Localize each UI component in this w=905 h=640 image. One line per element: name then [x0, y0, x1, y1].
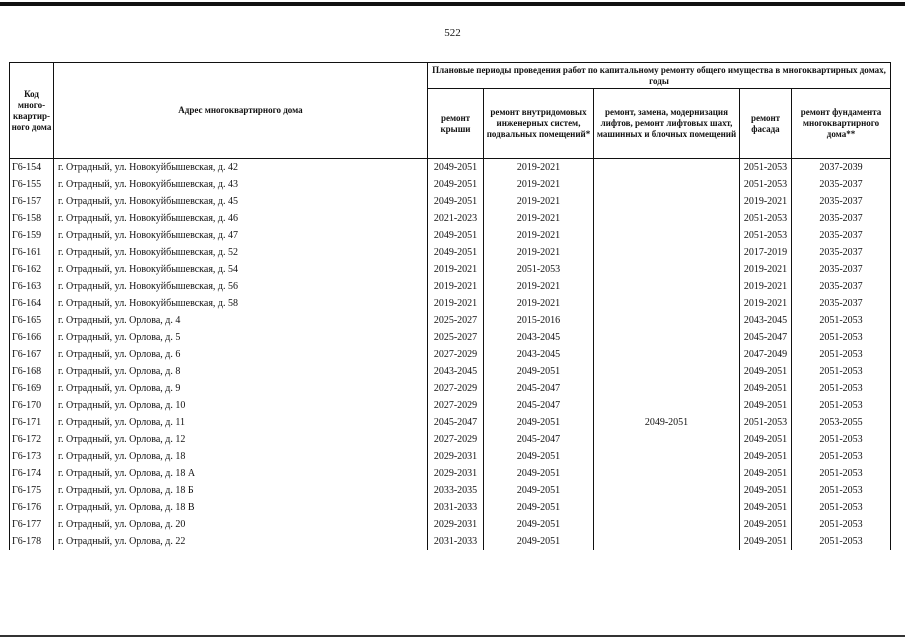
table-row — [10, 414, 891, 431]
cell-house-code: Г6-168 — [10, 363, 54, 380]
cell-house-code: Г6-171 — [10, 414, 54, 431]
cell-roof-period: 2031-2033 — [428, 533, 484, 550]
cell-engineering-period: 2019-2021 — [484, 278, 594, 295]
cell-engineering-period: 2049-2051 — [484, 448, 594, 465]
cell-engineering-period: 2019-2021 — [484, 193, 594, 210]
cell-house-code: Г6-175 — [10, 482, 54, 499]
cell-facade-period: 2051-2053 — [740, 227, 792, 244]
cell-address: г. Отрадный, ул. Орлова, д. 18 Б — [54, 482, 428, 499]
table-row — [10, 244, 891, 261]
cell-engineering-period: 2019-2021 — [484, 176, 594, 193]
cell-facade-period: 2049-2051 — [740, 380, 792, 397]
cell-address: г. Отрадный, ул. Новокуйбышевская, д. 45 — [54, 193, 428, 210]
table-body — [10, 159, 891, 551]
cell-roof-period: 2025-2027 — [428, 329, 484, 346]
cell-house-code: Г6-158 — [10, 210, 54, 227]
cell-address: г. Отрадный, ул. Новокуйбышевская, д. 47 — [54, 227, 428, 244]
repair-schedule-table — [9, 62, 891, 550]
cell-roof-period: 2029-2031 — [428, 448, 484, 465]
cell-engineering-period: 2045-2047 — [484, 431, 594, 448]
cell-facade-period: 2049-2051 — [740, 431, 792, 448]
cell-house-code: Г6-164 — [10, 295, 54, 312]
cell-address: г. Отрадный, ул. Орлова, д. 5 — [54, 329, 428, 346]
bottom-rule — [0, 635, 905, 637]
table-row — [10, 465, 891, 482]
cell-roof-period: 2019-2021 — [428, 295, 484, 312]
table-row — [10, 261, 891, 278]
cell-address: г. Отрадный, ул. Новокуйбышевская, д. 46 — [54, 210, 428, 227]
cell-roof-period: 2049-2051 — [428, 244, 484, 261]
cell-engineering-period: 2045-2047 — [484, 397, 594, 414]
cell-facade-period: 2049-2051 — [740, 516, 792, 533]
table-row — [10, 448, 891, 465]
cell-house-code: Г6-173 — [10, 448, 54, 465]
cell-elevator-period — [594, 431, 740, 448]
cell-facade-period: 2043-2045 — [740, 312, 792, 329]
table-row — [10, 431, 891, 448]
table-row — [10, 329, 891, 346]
cell-foundation-period: 2035-2037 — [792, 210, 891, 227]
cell-address: г. Отрадный, ул. Орлова, д. 18 В — [54, 499, 428, 516]
cell-roof-period: 2021-2023 — [428, 210, 484, 227]
cell-foundation-period: 2051-2053 — [792, 329, 891, 346]
cell-foundation-period: 2051-2053 — [792, 516, 891, 533]
cell-elevator-period — [594, 244, 740, 261]
cell-facade-period: 2049-2051 — [740, 465, 792, 482]
cell-house-code: Г6-174 — [10, 465, 54, 482]
cell-elevator-period — [594, 176, 740, 193]
cell-elevator-period — [594, 363, 740, 380]
page-number: 522 — [444, 27, 461, 39]
cell-roof-period: 2029-2031 — [428, 465, 484, 482]
cell-foundation-period: 2037-2039 — [792, 159, 891, 177]
cell-roof-period: 2025-2027 — [428, 312, 484, 329]
cell-engineering-period: 2049-2051 — [484, 499, 594, 516]
cell-engineering-period: 2049-2051 — [484, 533, 594, 550]
cell-engineering-period: 2019-2021 — [484, 210, 594, 227]
table-row — [10, 380, 891, 397]
cell-foundation-period: 2051-2053 — [792, 499, 891, 516]
cell-elevator-period — [594, 499, 740, 516]
table-row — [10, 482, 891, 499]
header-address: Адрес многоквартирного дома — [54, 63, 428, 159]
cell-roof-period: 2019-2021 — [428, 278, 484, 295]
cell-engineering-period: 2019-2021 — [484, 159, 594, 177]
cell-facade-period: 2019-2021 — [740, 295, 792, 312]
cell-elevator-period — [594, 278, 740, 295]
cell-facade-period: 2051-2053 — [740, 210, 792, 227]
cell-engineering-period: 2019-2021 — [484, 244, 594, 261]
cell-engineering-period: 2043-2045 — [484, 329, 594, 346]
cell-house-code: Г6-157 — [10, 193, 54, 210]
cell-elevator-period — [594, 312, 740, 329]
cell-foundation-period: 2035-2037 — [792, 261, 891, 278]
table-row — [10, 533, 891, 550]
cell-address: г. Отрадный, ул. Новокуйбышевская, д. 56 — [54, 278, 428, 295]
table-row — [10, 397, 891, 414]
cell-facade-period: 2019-2021 — [740, 193, 792, 210]
cell-engineering-period: 2019-2021 — [484, 295, 594, 312]
cell-foundation-period: 2051-2053 — [792, 465, 891, 482]
cell-engineering-period: 2049-2051 — [484, 516, 594, 533]
cell-foundation-period: 2051-2053 — [792, 533, 891, 550]
table-row — [10, 346, 891, 363]
cell-facade-period: 2019-2021 — [740, 261, 792, 278]
cell-house-code: Г6-165 — [10, 312, 54, 329]
table-row — [10, 516, 891, 533]
cell-facade-period: 2019-2021 — [740, 278, 792, 295]
cell-address: г. Отрадный, ул. Орлова, д. 10 — [54, 397, 428, 414]
cell-facade-period: 2051-2053 — [740, 176, 792, 193]
cell-elevator-period — [594, 448, 740, 465]
cell-facade-period: 2049-2051 — [740, 363, 792, 380]
table-row — [10, 278, 891, 295]
cell-engineering-period: 2049-2051 — [484, 482, 594, 499]
table-row — [10, 499, 891, 516]
cell-address: г. Отрадный, ул. Орлова, д. 22 — [54, 533, 428, 550]
header-house-code: Код много-квартир-ного дома — [10, 63, 54, 159]
cell-house-code: Г6-159 — [10, 227, 54, 244]
header-elevator-repair: ремонт, замена, модернизация лифтов, ремонт лифтовых шахт, машинных и блочных помещений — [594, 89, 740, 159]
table-row — [10, 227, 891, 244]
cell-address: г. Отрадный, ул. Новокуйбышевская, д. 54 — [54, 261, 428, 278]
cell-elevator-period — [594, 482, 740, 499]
cell-address: г. Отрадный, ул. Орлова, д. 9 — [54, 380, 428, 397]
cell-facade-period: 2049-2051 — [740, 482, 792, 499]
cell-foundation-period: 2051-2053 — [792, 397, 891, 414]
table-row — [10, 210, 891, 227]
cell-house-code: Г6-167 — [10, 346, 54, 363]
cell-foundation-period: 2035-2037 — [792, 176, 891, 193]
cell-roof-period: 2027-2029 — [428, 431, 484, 448]
table-row — [10, 193, 891, 210]
cell-foundation-period: 2051-2053 — [792, 380, 891, 397]
cell-house-code: Г6-178 — [10, 533, 54, 550]
cell-engineering-period: 2045-2047 — [484, 380, 594, 397]
cell-address: г. Отрадный, ул. Новокуйбышевская, д. 58 — [54, 295, 428, 312]
header-foundation-repair: ремонт фундамента многоквартирного дома** — [792, 89, 891, 159]
cell-engineering-period: 2049-2051 — [484, 414, 594, 431]
table-row — [10, 176, 891, 193]
cell-engineering-period: 2043-2045 — [484, 346, 594, 363]
cell-elevator-period — [594, 516, 740, 533]
cell-address: г. Отрадный, ул. Орлова, д. 12 — [54, 431, 428, 448]
cell-roof-period: 2019-2021 — [428, 261, 484, 278]
cell-facade-period: 2045-2047 — [740, 329, 792, 346]
cell-address: г. Отрадный, ул. Новокуйбышевская, д. 43 — [54, 176, 428, 193]
cell-engineering-period: 2015-2016 — [484, 312, 594, 329]
cell-address: г. Отрадный, ул. Орлова, д. 6 — [54, 346, 428, 363]
cell-roof-period: 2043-2045 — [428, 363, 484, 380]
table-row — [10, 363, 891, 380]
cell-foundation-period: 2051-2053 — [792, 363, 891, 380]
cell-elevator-period — [594, 295, 740, 312]
cell-foundation-period: 2035-2037 — [792, 278, 891, 295]
header-engineering-repair: ремонт внутридомовых инженерных систем, подвальных помещений* — [484, 89, 594, 159]
cell-elevator-period — [594, 227, 740, 244]
cell-elevator-period — [594, 346, 740, 363]
cell-facade-period: 2051-2053 — [740, 414, 792, 431]
cell-facade-period: 2051-2053 — [740, 159, 792, 177]
cell-house-code: Г6-166 — [10, 329, 54, 346]
cell-elevator-period — [594, 533, 740, 550]
cell-roof-period: 2033-2035 — [428, 482, 484, 499]
cell-address: г. Отрадный, ул. Новокуйбышевская, д. 42 — [54, 159, 428, 177]
cell-elevator-period — [594, 465, 740, 482]
cell-foundation-period: 2035-2037 — [792, 193, 891, 210]
cell-elevator-period — [594, 329, 740, 346]
cell-address: г. Отрадный, ул. Орлова, д. 4 — [54, 312, 428, 329]
cell-house-code: Г6-155 — [10, 176, 54, 193]
cell-facade-period: 2049-2051 — [740, 448, 792, 465]
cell-address: г. Отрадный, ул. Орлова, д. 8 — [54, 363, 428, 380]
cell-foundation-period: 2051-2053 — [792, 482, 891, 499]
header-roof-repair: ремонт крыши — [428, 89, 484, 159]
cell-engineering-period: 2051-2053 — [484, 261, 594, 278]
cell-elevator-period: 2049-2051 — [594, 414, 740, 431]
cell-foundation-period: 2035-2037 — [792, 244, 891, 261]
cell-roof-period: 2027-2029 — [428, 380, 484, 397]
cell-facade-period: 2049-2051 — [740, 533, 792, 550]
cell-house-code: Г6-161 — [10, 244, 54, 261]
cell-elevator-period — [594, 380, 740, 397]
cell-engineering-period: 2019-2021 — [484, 227, 594, 244]
cell-foundation-period: 2035-2037 — [792, 295, 891, 312]
cell-address: г. Отрадный, ул. Орлова, д. 20 — [54, 516, 428, 533]
cell-elevator-period — [594, 159, 740, 177]
cell-house-code: Г6-162 — [10, 261, 54, 278]
cell-address: г. Отрадный, ул. Орлова, д. 11 — [54, 414, 428, 431]
cell-address: г. Отрадный, ул. Новокуйбышевская, д. 52 — [54, 244, 428, 261]
table-row — [10, 295, 891, 312]
cell-facade-period: 2047-2049 — [740, 346, 792, 363]
cell-address: г. Отрадный, ул. Орлова, д. 18 А — [54, 465, 428, 482]
cell-house-code: Г6-170 — [10, 397, 54, 414]
header-facade-repair: ремонт фасада — [740, 89, 792, 159]
cell-elevator-period — [594, 193, 740, 210]
cell-foundation-period: 2053-2055 — [792, 414, 891, 431]
table-row — [10, 159, 891, 177]
cell-facade-period: 2017-2019 — [740, 244, 792, 261]
cell-foundation-period: 2051-2053 — [792, 346, 891, 363]
cell-roof-period: 2027-2029 — [428, 346, 484, 363]
cell-facade-period: 2049-2051 — [740, 499, 792, 516]
cell-foundation-period: 2051-2053 — [792, 431, 891, 448]
cell-roof-period: 2049-2051 — [428, 159, 484, 177]
cell-house-code: Г6-169 — [10, 380, 54, 397]
cell-roof-period: 2027-2029 — [428, 397, 484, 414]
cell-house-code: Г6-176 — [10, 499, 54, 516]
cell-roof-period: 2029-2031 — [428, 516, 484, 533]
cell-roof-period: 2031-2033 — [428, 499, 484, 516]
cell-elevator-period — [594, 261, 740, 278]
cell-roof-period: 2049-2051 — [428, 193, 484, 210]
cell-foundation-period: 2051-2053 — [792, 312, 891, 329]
cell-engineering-period: 2049-2051 — [484, 363, 594, 380]
cell-house-code: Г6-177 — [10, 516, 54, 533]
cell-elevator-period — [594, 397, 740, 414]
cell-house-code: Г6-172 — [10, 431, 54, 448]
cell-facade-period: 2049-2051 — [740, 397, 792, 414]
cell-roof-period: 2049-2051 — [428, 176, 484, 193]
cell-roof-period: 2045-2047 — [428, 414, 484, 431]
cell-foundation-period: 2051-2053 — [792, 448, 891, 465]
cell-foundation-period: 2035-2037 — [792, 227, 891, 244]
cell-address: г. Отрадный, ул. Орлова, д. 18 — [54, 448, 428, 465]
top-rule — [0, 2, 905, 6]
cell-house-code: Г6-163 — [10, 278, 54, 295]
cell-engineering-period: 2049-2051 — [484, 465, 594, 482]
table-row — [10, 312, 891, 329]
cell-roof-period: 2049-2051 — [428, 227, 484, 244]
cell-elevator-period — [594, 210, 740, 227]
cell-house-code: Г6-154 — [10, 159, 54, 177]
header-planned-periods: Плановые периоды проведения работ по капитальному ремонту общего имущества в многоквартирных домах, годы — [428, 63, 891, 89]
